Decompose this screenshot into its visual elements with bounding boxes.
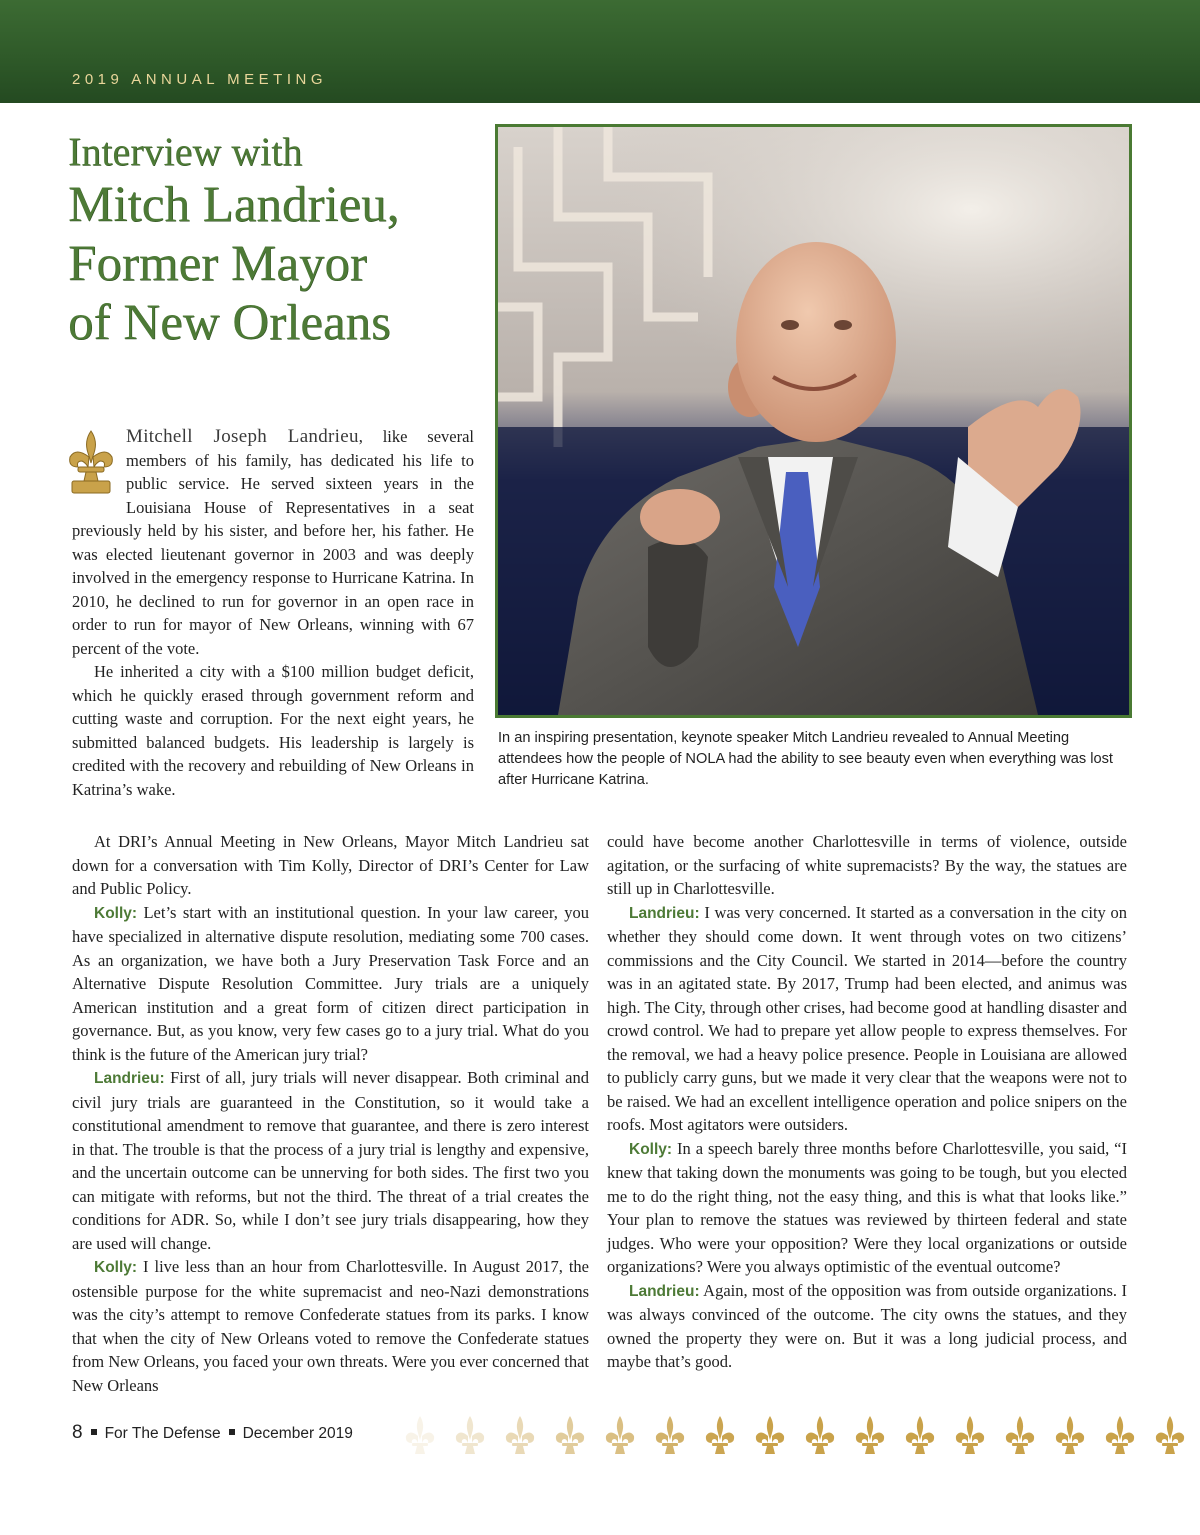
question-2: [72, 1255, 589, 1397]
page-footer: [72, 1422, 353, 1444]
fleur-de-lis-icon: [706, 1416, 734, 1454]
left-column: [72, 830, 589, 1397]
answer-1: [72, 1066, 589, 1255]
fleur-de-lis-icon: [956, 1416, 984, 1454]
intro-paragraph-2: He inherited a city with a $100 million budget deficit, which he quickly erased through government reform and cutting waste and corruption. For the next eight years, he submitted balanced budgets. His leadership is largely is credited with the recovery and rebuilding of New Orleans in Katrina’s wake.: [72, 662, 474, 799]
question-2-text: I live less than an hour from Charlottesville. In August 2017, the ostensible purpose for the white supremacist and neo-Nazi demonstrations was the city’s attempt to remove Confederate statues from its parks. I know that when the city of New Orleans voted to remove the Confederate statues from New Orleans, you faced your own threats. Were you ever concerned that New Orleans: [72, 1257, 589, 1395]
fleur-de-lis-border: [395, 1412, 1195, 1460]
fleur-de-lis-icon: [456, 1416, 484, 1454]
header-bar: [0, 0, 1200, 103]
fleur-de-lis-icon: [656, 1416, 684, 1454]
intro-lead-name: Mitchell Joseph Landrieu: [126, 426, 359, 447]
fleur-de-lis-icon: [806, 1416, 834, 1454]
intro-paragraph-1: [72, 425, 474, 660]
fleur-de-lis-icon: [62, 427, 120, 497]
title-line-2: Mitch Landrieu,: [68, 177, 400, 233]
question-1-text: Let’s start with an institutional question. In your law career, you have specialized in alternative dispute resolution, mediating some 700 cases. As an organization, we have both a Jury Preservation Task Force and an Alternative Dispute Resolution Committee. Jury trials are a uniquely American institution and a great form of citizen direct participation in governance. But, as you know, very few cases go to a jury trial. What do you think is the future of the American jury trial?: [72, 902, 589, 1064]
fleur-de-lis-icon: [606, 1416, 634, 1454]
fleur-de-lis-icon: [756, 1416, 784, 1454]
question-2-continued: could have become another Charlottesville in terms of violence, outside agitation, or the surfacing of white supremacists? By the way, the statues are still up in Charlottesville.: [607, 832, 1127, 898]
speaker-label-kolly: Kolly:: [94, 1259, 138, 1276]
speaker-head: [736, 242, 896, 442]
question-3-text: In a speech barely three months before Charlottesville, you said, “I knew that taking down the monuments was going to be tough, but you elected me to do the right thing, not the easy thing, and this is what that looks like.” Your plan to remove the statues was reviewed by thirteen federal and state judges. Who were your opposition? Were they local organizations or outside organizations? Were you always optimistic of the eventual outcome?: [607, 1138, 1127, 1276]
fleur-de-lis-icon: [1056, 1416, 1084, 1454]
keynote-speaker-photo: [495, 124, 1132, 718]
speaker-label-kolly: Kolly:: [94, 904, 138, 922]
speaker-label-kolly: Kolly:: [629, 1140, 673, 1158]
separator-square: [229, 1429, 235, 1435]
speaker-label-landrieu: Landrieu:: [629, 1282, 700, 1300]
fleur-de-lis-icon: [1106, 1416, 1134, 1454]
publication-name: For The Defense: [104, 1425, 221, 1442]
speaker-left-hand: [640, 489, 720, 545]
answer-3-text: Again, most of the opposition was from outside organizations. I was always convinced of the outcome. The city owns the statues, and they owned the property they were on. But it was a long judicial process, and maybe that’s good.: [607, 1280, 1127, 1371]
article-title: [68, 128, 488, 353]
fleur-de-lis-icon: [406, 1416, 434, 1454]
fleur-de-lis-icon: [506, 1416, 534, 1454]
meeting-paragraph: At DRI’s Annual Meeting in New Orleans, Mayor Mitch Landrieu sat down for a conversation with Tim Kolly, Director of DRI’s Center for Law and Public Policy.: [72, 832, 589, 898]
question-3: [607, 1137, 1127, 1279]
title-line-3: Former Mayor: [68, 236, 367, 292]
intro-column: [72, 425, 474, 801]
speaker-label-landrieu: Landrieu:: [94, 1070, 165, 1087]
photo-caption: In an inspiring presentation, keynote speaker Mitch Landrieu revealed to Annual Meeting attendees how the people of NOLA had the ability to see beauty even when everything was lost after Hurricane Katrina.: [498, 730, 1113, 788]
separator-square: [91, 1429, 97, 1435]
fleur-de-lis-icon: [856, 1416, 884, 1454]
answer-2: [607, 901, 1127, 1137]
issue-date: December 2019: [242, 1425, 353, 1442]
answer-1-text: First of all, jury trials will never disappear. Both criminal and civil jury trials are guaranteed in the Constitution, so it would take a constitutional amendment to remove that guarantee, and there is zero interest in that. The trouble is that the process of a jury trial is lengthy and expensive, and the uncertain outcome can be unnerving for both sides. The first two you can mitigate with reforms, but not the third. The threat of a trial creates the conditions for ADR. So, while I don’t see jury trials disappearing, how they are used will change.: [72, 1068, 589, 1253]
fleur-de-lis-icon: [1156, 1416, 1184, 1454]
speaker-label-landrieu: Landrieu:: [629, 904, 700, 922]
page-number: 8: [72, 1422, 83, 1443]
title-line-4: of New Orleans: [68, 295, 391, 351]
answer-3: [607, 1279, 1127, 1374]
question-1: [72, 901, 589, 1067]
fleur-de-lis-icon: [1006, 1416, 1034, 1454]
intro-paragraph-1-text: , like several members of his family, has dedicated his life to public service. He served sixteen years in the Louisiana House of Representatives in a seat previously held by his sister, and before her, his father. He was elected lieutenant governor in 2003 and was deeply involved in the emergency response to Hurricane Katrina. In 2010, he declined to run for governor in an open race in order to run for mayor of New Orleans, winning with 67 percent of the vote.: [72, 427, 474, 658]
fleur-de-lis-icon: [906, 1416, 934, 1454]
title-line-1: Interview with: [68, 129, 303, 174]
fleur-de-lis-icon: [556, 1416, 584, 1454]
right-column: [607, 830, 1127, 1374]
answer-2-text: I was very concerned. It started as a conversation in the city on whether they should come down. It went through votes on two citizens’ commissions and the City Council. We started in 2014—before the country was in an agitated state. By 2017, Trump had been elected, and animus was high. The City, through other crises, had become good at handling disaster and crowd control. We had to prepare yet allow people to express themselves. For the removal, we had a heavy police presence. People in Louisiana are allowed to publicly carry guns, but we made it very clear that the weapons were not to be raised. We had an excellent intelligence operation and police snipers on the roofs. Most agitators were outsiders.: [607, 902, 1127, 1134]
section-label: 2019 ANNUAL MEETING: [72, 71, 328, 88]
